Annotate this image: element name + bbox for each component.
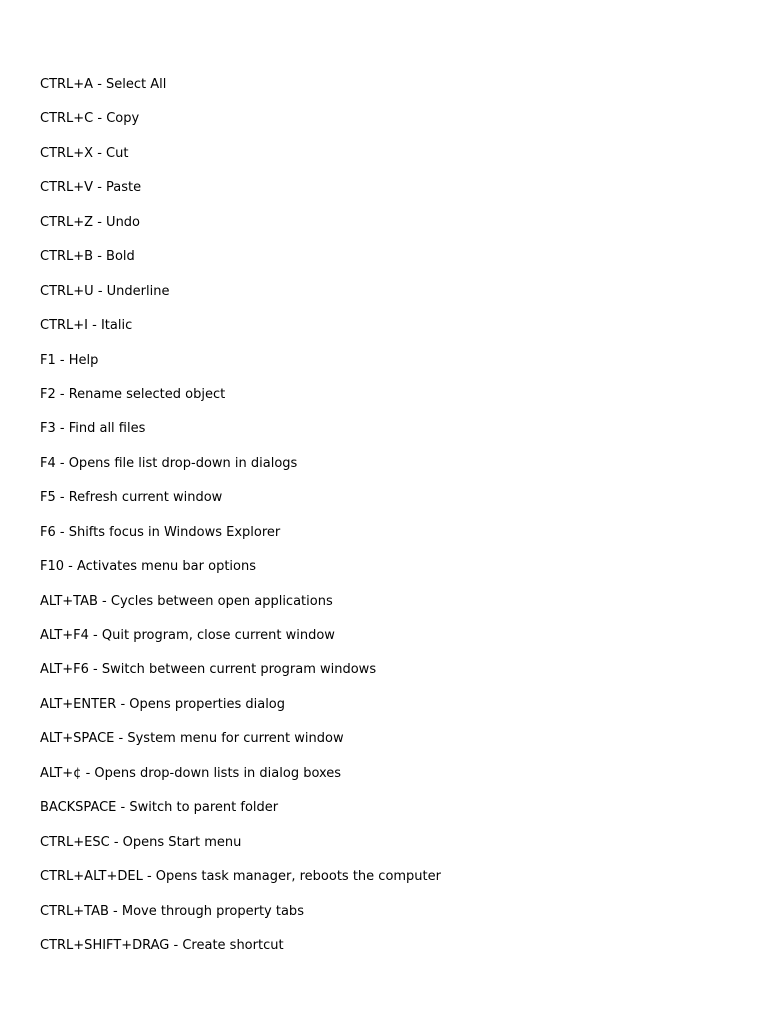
shortcut-item: F5 - Refresh current window [40, 490, 223, 506]
shortcut-item: F10 - Activates menu bar options [40, 559, 257, 575]
shortcut-item: CTRL+ALT+DEL - Opens task manager, reboots the computer [40, 869, 441, 885]
shortcut-item: ALT+ENTER - Opens properties dialog [40, 696, 286, 712]
shortcut-item: F2 - Rename selected object [40, 386, 226, 402]
shortcut-item: CTRL+TAB - Move through property tabs [40, 903, 304, 919]
shortcut-item: CTRL+A - Select All [40, 77, 167, 92]
shortcut-item: ALT+¢ - Opens drop-down lists in dialog boxes [40, 765, 342, 781]
shortcut-item: CTRL+B - Bold [40, 249, 135, 265]
shortcut-item: F4 - Opens file list drop-down in dialogs [40, 455, 298, 471]
shortcut-item: F3 - Find all files [40, 421, 146, 437]
shortcut-item: ALT+F4 - Quit program, close current window [40, 628, 335, 643]
shortcut-item: CTRL+Z - Undo [40, 214, 141, 230]
shortcut-item: CTRL+ESC - Opens Start menu [40, 834, 242, 850]
shortcut-item: CTRL+V - Paste [40, 180, 142, 196]
shortcut-item: CTRL+U - Underline [40, 283, 170, 299]
shortcut-item: CTRL+SHIFT+DRAG - Create shortcut [40, 937, 284, 953]
shortcut-item: F1 - Help [40, 352, 99, 368]
shortcut-item: CTRL+X - Cut [40, 145, 129, 161]
shortcut-item: ALT+SPACE - System menu for current window [40, 731, 344, 747]
shortcut-item: CTRL+C - Copy [40, 111, 140, 127]
shortcut-item: CTRL+I - Italic [40, 318, 133, 334]
shortcut-list [40, 76, 441, 971]
shortcut-item: ALT+F6 - Switch between current program windows [40, 662, 377, 678]
shortcut-item: ALT+TAB - Cycles between open applications [40, 593, 333, 609]
shortcut-item: BACKSPACE - Switch to parent folder [40, 800, 279, 816]
shortcut-item: F6 - Shifts focus in Windows Explorer [40, 524, 281, 540]
